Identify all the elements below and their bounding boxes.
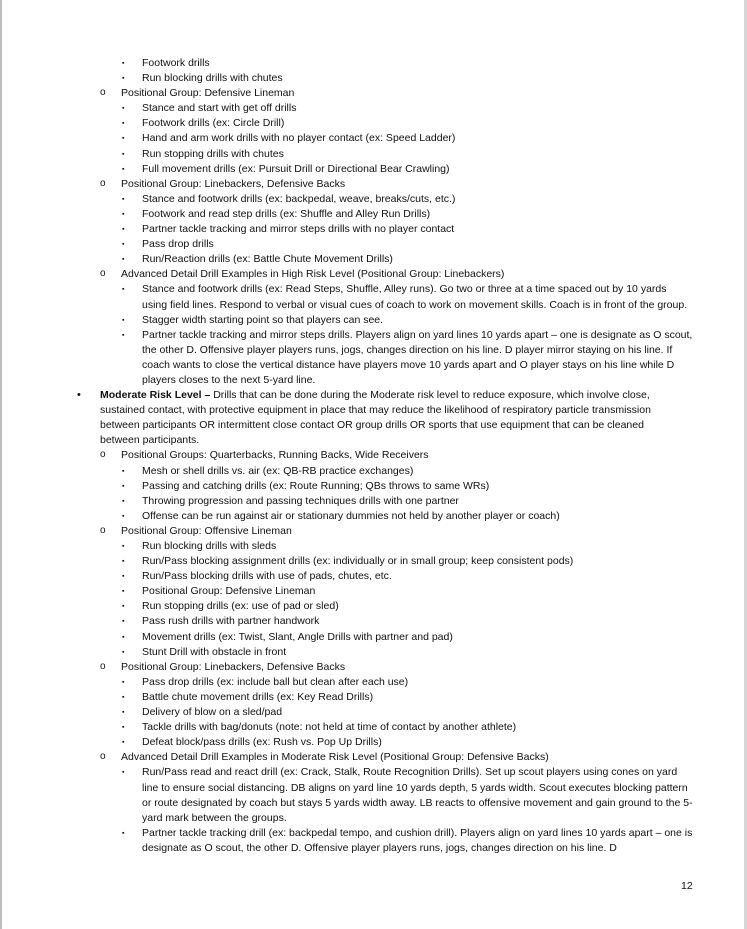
list-item: ▪ Stance and footwork drills (ex: backpedal, weave, breaks/cuts, etc.)	[2, 192, 742, 207]
list-item: ▪ Stance and start with get off drills	[2, 101, 742, 116]
square-bullet-icon: ▪	[122, 165, 125, 173]
page-number: 12	[681, 880, 693, 892]
circle-bullet-icon: o	[100, 751, 106, 763]
list-item: ▪ Run stopping drills with chutes	[2, 147, 742, 162]
group-heading: o Positional Group: Offensive Lineman	[100, 524, 292, 537]
list-item: ▪ Run/Pass read and react drill (ex: Crack, Stalk, Route Recognition Drills). Set up scout players using cones on yard line to ensure social distancing. DB aligns on yard line 10 yards depth, 5 yards width. Scout executes blocking pattern or route designated by coach but stays 5 yards width away. LB reacts to offensive movement and gain ground to the 5-yard mark between the groups.	[122, 766, 693, 824]
round-bullet-icon: •	[77, 389, 81, 402]
square-bullet-icon: ▪	[122, 256, 125, 264]
risk-level-title: Moderate Risk Level –	[100, 389, 211, 402]
list-item: ▪ Defeat block/pass drills (ex: Rush vs. Pop Up Drills)	[2, 735, 742, 750]
square-bullet-icon: ▪	[122, 829, 125, 837]
list-item: ▪ Pass rush drills with partner handwork	[2, 614, 742, 629]
square-bullet-icon: ▪	[122, 210, 125, 218]
list-item: ▪ Offense can be run against air or stationary dummies not held by another player or coach)	[2, 509, 742, 524]
square-bullet-icon: ▪	[122, 558, 125, 566]
square-bullet-icon: ▪	[122, 482, 125, 490]
circle-bullet-icon: o	[100, 449, 106, 461]
list-item: ▪ Movement drills (ex: Twist, Slant, Angle Drills with partner and pad)	[2, 630, 742, 645]
square-bullet-icon: ▪	[122, 195, 125, 203]
group-heading: o Positional Group: Linebackers, Defensive Backs	[100, 177, 346, 190]
circle-bullet-icon: o	[100, 660, 106, 672]
list-item: ▪ Partner tackle tracking and mirror steps drills with no player contact	[2, 222, 742, 237]
square-bullet-icon: ▪	[122, 573, 125, 581]
square-bullet-icon: ▪	[122, 709, 125, 717]
square-bullet-icon: ▪	[122, 150, 125, 158]
square-bullet-icon: ▪	[122, 60, 125, 67]
list-item: ▪ Run/Reaction drills (ex: Battle Chute Movement Drills)	[2, 252, 742, 267]
square-bullet-icon: ▪	[122, 135, 125, 143]
circle-bullet-icon: o	[100, 268, 106, 280]
list-item: ▪ Partner tackle tracking drill (ex: backpedal tempo, and cushion drill). Players align on yard lines 10 yards apart – one is designate as O scout, the other D. Offensive player players runs, jogs, changes direction on his line. D	[122, 826, 693, 854]
square-bullet-icon: ▪	[122, 739, 125, 747]
circle-bullet-icon: o	[100, 177, 106, 189]
list-item: ▪ Positional Group: Defensive Lineman	[2, 584, 742, 599]
list-item: ▪ Pass drop drills (ex: include ball but clean after each use)	[2, 675, 742, 690]
square-bullet-icon: ▪	[122, 769, 125, 777]
square-bullet-icon: ▪	[122, 226, 125, 234]
square-bullet-icon: ▪	[122, 467, 125, 475]
square-bullet-icon: ▪	[122, 75, 125, 83]
document-body	[2, 56, 742, 856]
square-bullet-icon: ▪	[122, 618, 125, 626]
square-bullet-icon: ▪	[122, 603, 125, 611]
square-bullet-icon: ▪	[122, 331, 125, 339]
list-item: ▪ Tackle drills with bag/donuts (note: not held at time of contact by another athlete)	[2, 720, 742, 735]
square-bullet-icon: ▪	[122, 497, 125, 505]
square-bullet-icon: ▪	[122, 120, 125, 128]
square-bullet-icon: ▪	[122, 105, 125, 113]
list-item: ▪ Run stopping drills (ex: use of pad or sled)	[2, 599, 742, 614]
square-bullet-icon: ▪	[122, 286, 125, 294]
group-heading: o Advanced Detail Drill Examples in High Risk Level (Positional Group: Linebackers)	[100, 268, 505, 281]
square-bullet-icon: ▪	[122, 241, 125, 249]
list-item: ▪ Hand and arm work drills with no player contact (ex: Speed Ladder)	[2, 131, 742, 146]
circle-bullet-icon: o	[100, 87, 106, 99]
square-bullet-icon: ▪	[122, 648, 125, 656]
risk-level-section: • Moderate Risk Level – Drills that can be done during the Moderate risk level to reduce exposure, which involve close, sustained contact, with protective equipment in place that may reduce the likelihood of respiratory particle transmission between participants OR intermittent close contact OR group drills OR sports that use equipment that can be cleaned between participants.	[77, 389, 651, 447]
list-item: ▪ Throwing progression and passing techniques drills with one partner	[2, 494, 742, 509]
list-item: ▪ Footwork drills (ex: Circle Drill)	[2, 116, 742, 131]
list-item: ▪ Passing and catching drills (ex: Route Running; QBs throws to same WRs)	[2, 479, 742, 494]
group-heading: o Positional Groups: Quarterbacks, Running Backs, Wide Receivers	[100, 449, 429, 462]
square-bullet-icon: ▪	[122, 633, 125, 641]
square-bullet-icon: ▪	[122, 543, 125, 550]
list-item: ▪ Stagger width starting point so that players can see.	[2, 313, 742, 328]
circle-bullet-icon: o	[100, 524, 106, 536]
list-item: ▪ Mesh or shell drills vs. air (ex: QB-RB practice exchanges)	[2, 464, 742, 479]
square-bullet-icon: ▪	[122, 512, 125, 520]
list-item: ▪ Footwork and read step drills (ex: Shuffle and Alley Run Drills)	[2, 207, 742, 222]
list-item: ▪ Stance and footwork drills (ex: Read Steps, Shuffle, Alley runs). Go two or three at a time spaced out by 10 yards using field lines. Respond to verbal or visual cues of coach to work on movement skills. Coach is in front of the group.	[122, 283, 688, 311]
list-item: ▪ Run/Pass blocking drills with use of pads, chutes, etc.	[2, 569, 742, 584]
square-bullet-icon: ▪	[122, 588, 125, 596]
list-item: ▪ Stunt Drill with obstacle in front	[2, 645, 742, 660]
square-bullet-icon: ▪	[122, 724, 125, 732]
list-item: ▪ Full movement drills (ex: Pursuit Drill or Directional Bear Crawling)	[2, 162, 742, 177]
list-item: ▪ Pass drop drills	[2, 237, 742, 252]
list-item: ▪ Run/Pass blocking assignment drills (ex: individually or in small group; keep consistent pods)	[2, 554, 742, 569]
list-item: ▪ Run blocking drills with sleds	[2, 539, 742, 554]
square-bullet-icon: ▪	[122, 316, 125, 324]
group-heading: o Positional Group: Linebackers, Defensive Backs	[100, 660, 346, 673]
list-item: ▪ Partner tackle tracking and mirror steps drills. Players align on yard lines 10 yards apart – one is designate as O scout, the other D. Offensive player players runs, jogs, changes direction on his line. D player mirror staying on his line. If coach wants to close the vertical distance have players move 10 yards apart and O player stays on his line while D players closes to the next 5-yard line.	[122, 328, 693, 386]
group-heading: o Positional Group: Defensive Lineman	[100, 87, 295, 100]
list-item: ▪ Footwork drills	[2, 56, 742, 71]
list-item: ▪ Battle chute movement drills (ex: Key Read Drills)	[2, 690, 742, 705]
list-item: ▪ Run blocking drills with chutes	[2, 71, 742, 86]
list-item: ▪ Delivery of blow on a sled/pad	[2, 705, 742, 720]
group-heading: o Advanced Detail Drill Examples in Moderate Risk Level (Positional Group: Defensive Backs)	[100, 751, 549, 764]
square-bullet-icon: ▪	[122, 693, 125, 701]
square-bullet-icon: ▪	[122, 678, 125, 686]
